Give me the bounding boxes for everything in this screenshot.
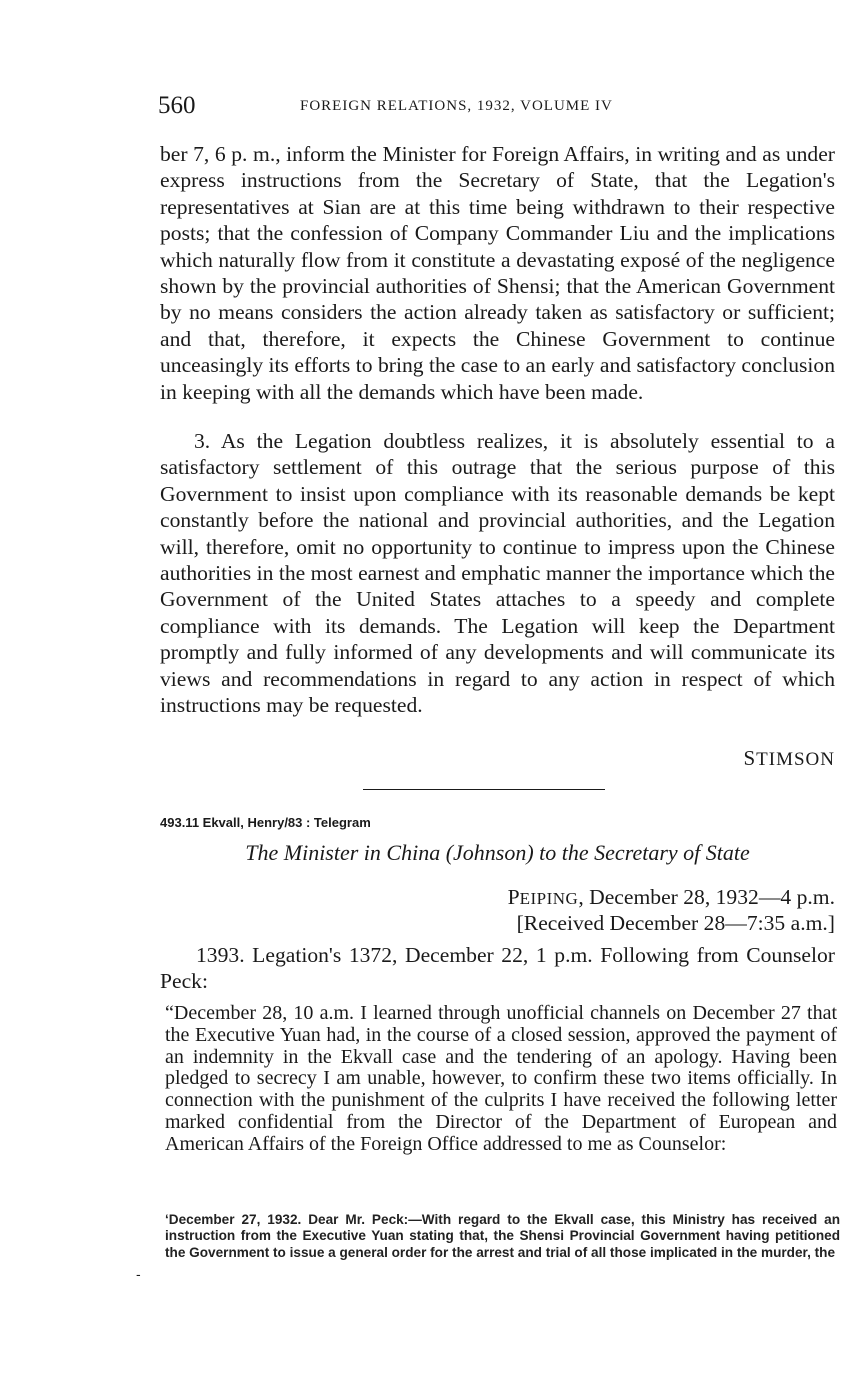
- signature-initial: S: [743, 746, 757, 770]
- running-head: FOREIGN RELATIONS, 1932, VOLUME IV: [300, 98, 613, 114]
- paragraph-continuation: ber 7, 6 p. m., inform the Minister for Foreign Affairs, in writing and as under express instructions from the Secretary of State, that the Legation's representatives at Sian are at this time being withdrawn to their respective posts; that the confession of Company Commander Liu and the implications which naturally flow from it constitute a devastating exposé of the negligence shown by the provincial authorities of Shensi; that the American Government by no means considers the action already taken as satisfactory or sufficient; and that, therefore, it expects the Chinese Government to continue unceasingly its efforts to bring the case to an early and satisfactory conclusion in keeping with all the demands which have been made.: [160, 142, 835, 404]
- file-reference: 493.11 Ekvall, Henry/83 : Telegram: [160, 815, 371, 830]
- signature-stimson: [743, 746, 835, 771]
- margin-mark: -: [136, 1266, 141, 1282]
- quoted-message: “December 28, 10 a.m. I learned through unofficial channels on December 27 that the Executive Yuan had, in the course of a closed session, approved the payment of an indemnity in the Ekvall case and the tendering of an apology. Having been pledged to secrecy I am unable, however, to confirm these two items officially. In connection with the punishment of the culprits I have received the following letter marked confidential from the Director of the Department of European and American Affairs of the Foreign Office addressed to me as Counselor:: [165, 1002, 837, 1155]
- dateline-place-initial: P: [507, 885, 520, 909]
- document-title: The Minister in China (Johnson) to the Secretary of State: [245, 840, 750, 865]
- page-header: [158, 92, 838, 122]
- dateline-date: , December 28, 1932—4 p.m.: [578, 885, 835, 909]
- paragraph-3: 3. As the Legation doubtless realizes, it is absolutely essential to a satisfactory settlement of this outrage that the serious purpose of this Government to insist upon compliance with its reasonable demands be kept constantly before the national and provincial authorities, and the Legation will, therefore, omit no opportunity to continue to impress upon the Chinese authorities in the most earnest and emphatic manner the importance which the Government of the United States attaches to a speedy and complete compliance with its demands. The Legation will keep the Department promptly and fully informed of any developments and will communicate its views and recommendations in regard to any action in respect of which instructions may be requested.: [160, 429, 835, 718]
- received-line: [Received December 28—7:35 a.m.]: [516, 911, 835, 935]
- signature-rest: TIMSON: [756, 749, 835, 770]
- dateline: [508, 885, 835, 910]
- dateline-place-rest: EIPING: [519, 889, 579, 908]
- page-number: 560: [158, 92, 196, 119]
- telegram-opening: 1393. Legation's 1372, December 22, 1 p.m. Following from Counselor Peck:: [160, 943, 835, 994]
- section-divider: [363, 789, 605, 790]
- inner-quoted-letter: ‘December 27, 1932. Dear Mr. Peck:—With regard to the Ekvall case, this Ministry has received an instruction from the Executive Yuan stating that, the Shensi Provincial Government having petitioned the Government to issue a general order for the arrest and trial of all those implicated in the murder, the: [165, 1212, 840, 1260]
